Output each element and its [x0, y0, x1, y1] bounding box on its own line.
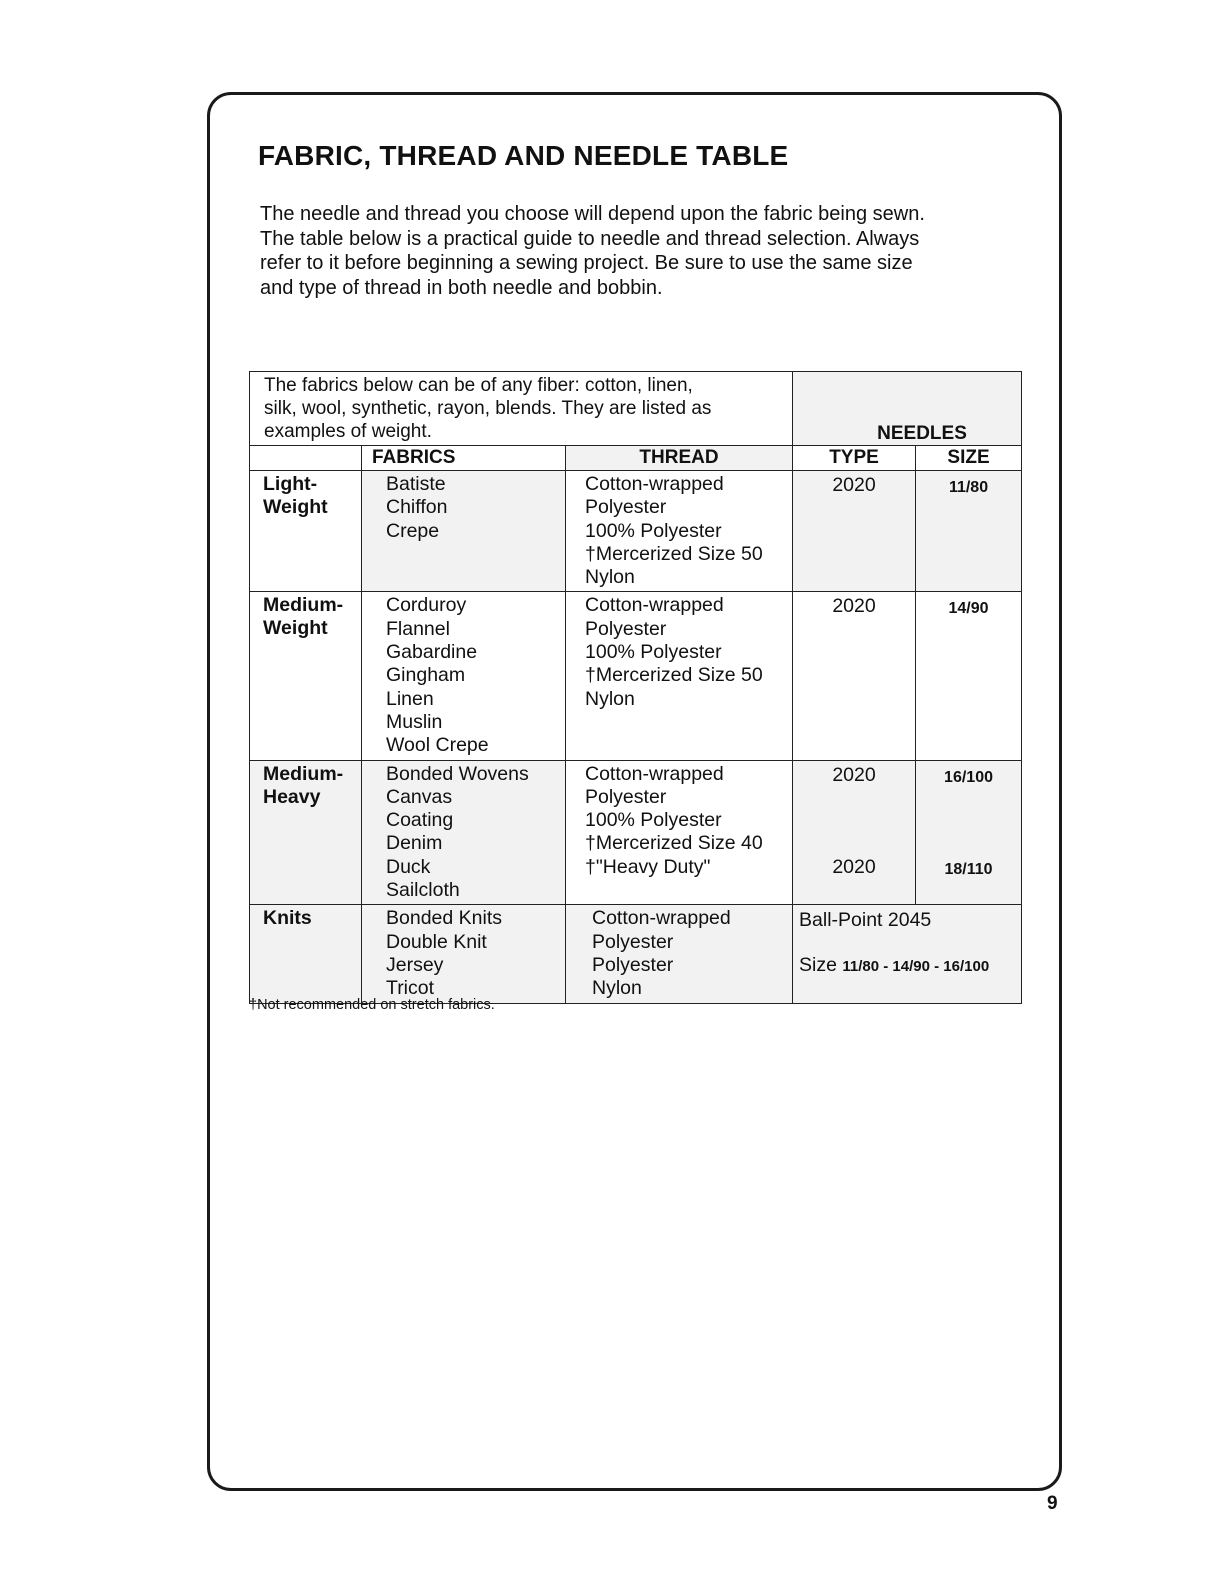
needle-size: 18/110 [944, 860, 993, 878]
thread-item: 100% Polyester [585, 641, 722, 664]
fabric-item: Flannel [386, 617, 450, 640]
table-intro-line: The fabrics below can be of any fiber: cotton, linen, [264, 375, 693, 396]
intro-line: The needle and thread you choose will depend upon the fabric being sewn. [260, 203, 925, 225]
fabric-item: Muslin [386, 710, 443, 733]
fabric-item: Chiffon [386, 496, 448, 519]
needle-size: 16/100 [944, 768, 993, 786]
fabric-item: Jersey [386, 953, 444, 976]
page-number: 9 [1047, 1493, 1058, 1514]
needle-type-cell [793, 471, 916, 592]
intro-line: refer to it before beginning a sewing project. Be sure to use the same size [260, 252, 913, 274]
table-row [250, 760, 1022, 905]
thread-item: Polyester [585, 785, 667, 808]
fabrics-cell [362, 760, 566, 905]
weight-cell [250, 760, 362, 905]
table-intro [250, 372, 793, 446]
intro-paragraph [260, 202, 1010, 300]
fabric-item: Wool Crepe [386, 734, 489, 757]
fabric-item: Corduroy [386, 594, 467, 617]
table-intro-line: silk, wool, synthetic, rayon, blends. They are listed as [264, 398, 712, 419]
weight-label: Light- [263, 473, 318, 495]
weight-label: Weight [263, 617, 328, 640]
fabric-item: Crepe [386, 519, 440, 542]
needle-size: 11/80 [948, 479, 989, 496]
needle-type-cell [793, 592, 916, 760]
fabric-thread-needle-table [249, 371, 1022, 1004]
page-title: FABRIC, THREAD AND NEEDLE TABLE [258, 140, 789, 171]
thread-item: Polyester [592, 930, 674, 953]
needle-size-cell [916, 760, 1022, 905]
fabric-item: Double Knit [386, 930, 487, 953]
thread-item: Polyester [585, 496, 667, 519]
thread-item: Cotton-wrapped [585, 594, 724, 617]
thread-item: †Mercerized Size 40 [585, 832, 763, 855]
weight-cell [250, 592, 362, 760]
needle-type: 2020 [832, 763, 876, 786]
fabric-item: Duck [386, 855, 431, 878]
thread-header: THREAD [566, 446, 793, 471]
weight-label: Knits [263, 907, 312, 930]
fabric-item: Bonded Knits [386, 907, 503, 930]
needle-type: 2020 [832, 855, 876, 878]
needle-size-cell [916, 471, 1022, 592]
needle-type-cell [793, 760, 916, 905]
fabric-item: Denim [386, 832, 443, 855]
fabric-item: Gingham [386, 664, 466, 687]
weight-label: Weight [263, 496, 328, 518]
thread-item: Cotton-wrapped [585, 473, 724, 495]
fabric-item: Linen [386, 687, 434, 710]
footnote: †Not recommended on stretch fabrics. [249, 997, 495, 1013]
thread-item: Cotton-wrapped [585, 762, 724, 785]
needle-sizes: 11/80 - 14/90 - 16/100 [842, 958, 990, 976]
thread-cell [566, 471, 793, 592]
needle-size-cell [916, 592, 1022, 760]
needle-size-line [799, 954, 1021, 978]
fabric-item: Gabardine [386, 641, 478, 664]
needle-size: 14/90 [948, 600, 989, 618]
table-row [250, 592, 1022, 760]
fabric-item: Bonded Wovens [386, 762, 529, 785]
thread-item: †Mercerized Size 50 [585, 542, 763, 565]
weight-header-empty [250, 446, 362, 471]
table-row [250, 471, 1022, 592]
size-header: SIZE [916, 446, 1022, 471]
table-row [250, 905, 1022, 1003]
thread-item: Polyester [585, 617, 667, 640]
intro-line: and type of thread in both needle and bobbin. [260, 276, 663, 299]
thread-item: Nylon [585, 566, 635, 589]
needle-type: 2020 [832, 474, 876, 496]
needle-size-label: Size [799, 954, 837, 977]
fabric-item: Batiste [386, 473, 446, 495]
thread-item: Nylon [585, 687, 635, 710]
thread-item: Polyester [592, 953, 674, 976]
thread-cell [566, 592, 793, 760]
needle-type: Ball-Point 2045 [799, 909, 932, 932]
table-intro-line: examples of weight. [264, 421, 432, 442]
weight-label: Medium- [263, 594, 344, 617]
fabric-item: Canvas [386, 785, 453, 808]
thread-cell [566, 905, 793, 1003]
thread-item: 100% Polyester [585, 519, 722, 542]
fabric-item: Coating [386, 809, 454, 832]
weight-cell [250, 471, 362, 592]
fabric-item: Tricot [386, 977, 435, 1000]
thread-item: Cotton-wrapped [592, 907, 731, 930]
weight-cell [250, 905, 362, 1003]
weight-label: Heavy [263, 785, 321, 808]
thread-cell [566, 760, 793, 905]
thread-item: †"Heavy Duty" [585, 855, 711, 878]
weight-label: Medium- [263, 762, 344, 785]
needles-header: NEEDLES [793, 372, 1022, 446]
thread-item: 100% Polyester [585, 809, 722, 832]
fabrics-header: FABRICS [362, 446, 566, 471]
fabrics-cell [362, 905, 566, 1003]
fabrics-cell [362, 592, 566, 760]
fabric-item: Sailcloth [386, 879, 460, 902]
needle-type: 2020 [832, 595, 876, 618]
thread-item: †Mercerized Size 50 [585, 664, 763, 687]
knit-needle-cell [793, 905, 1022, 1003]
intro-line: The table below is a practical guide to needle and thread selection. Always [260, 227, 920, 250]
thread-item: Nylon [592, 977, 642, 1000]
type-header: TYPE [793, 446, 916, 471]
fabrics-cell [362, 471, 566, 592]
